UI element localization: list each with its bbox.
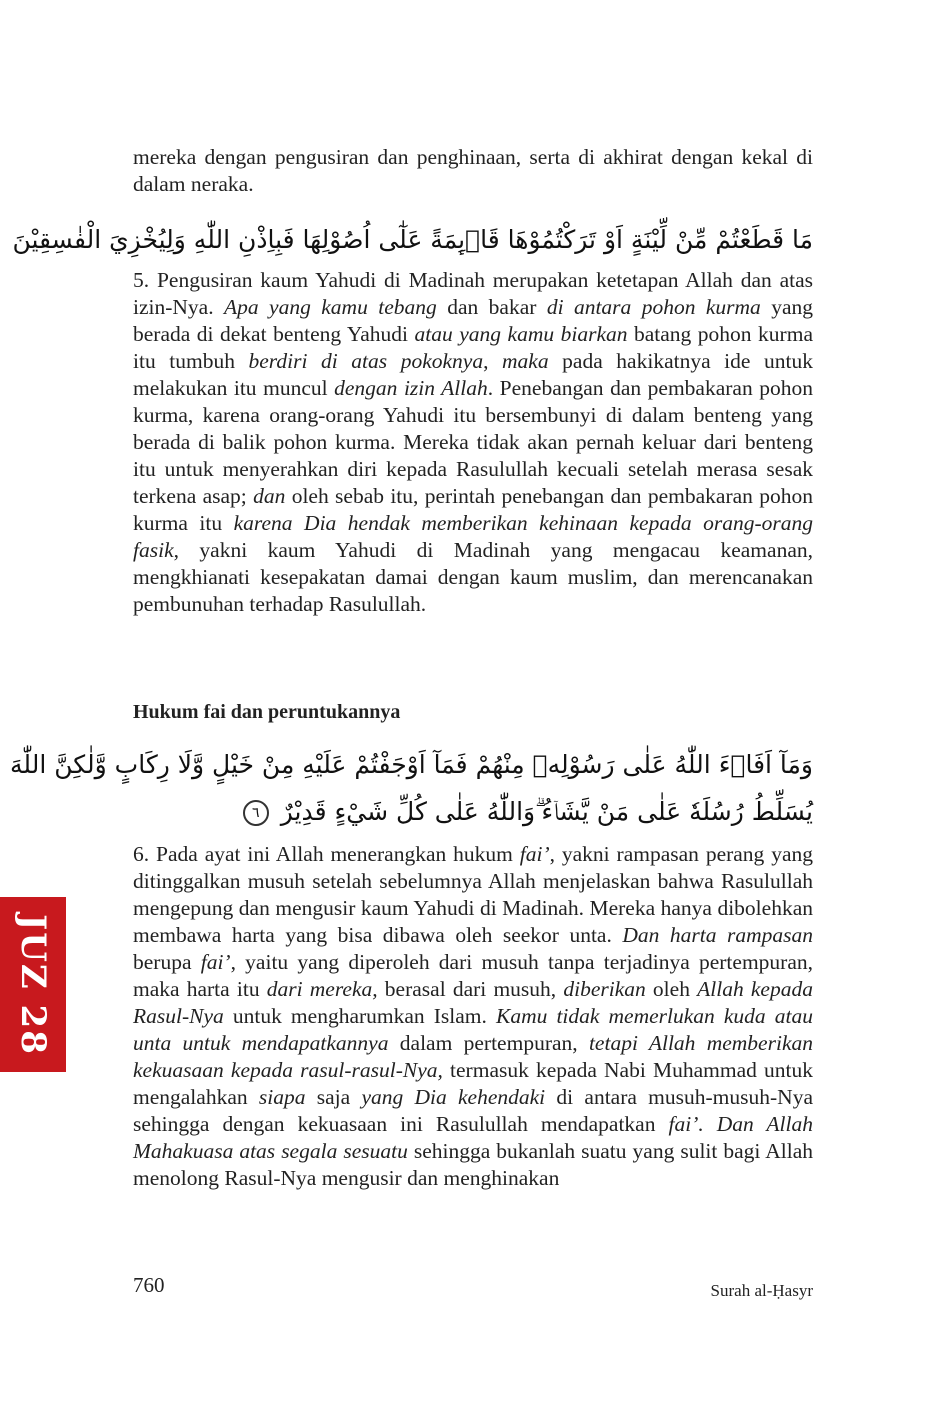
commentary-5 bbox=[133, 267, 813, 618]
text-run-0: 6. Pada ayat ini Allah menerangkan hukum bbox=[133, 842, 520, 866]
italic-run-21: fai’. Dan Allah Mahakuasa atas segala sesuatu bbox=[133, 1112, 814, 1163]
text-run-2: , yakni rampasan perang yang ditinggalkan musuh setelah sebelumnya Allah menjelaskan bahwa Rasulullah mengepung dan mengusir kaum Yahudi di Madinah. Mereka hanya dibolehkan membawa harta yang bisa dibawa oleh seekor unta. bbox=[133, 842, 813, 947]
ayah-6-line-1-text: وَمَآ اَفَاۤءَ اللّٰهُ عَلٰى رَسُوْلِهٖ مِنْهُمْ فَمَآ اَوْجَفْتُمْ عَلَيْهِ مِنْ خَيْلٍ وَّلَا رِكَابٍ وَّلٰكِنَّ اللّٰهَ bbox=[10, 750, 813, 779]
italic-run-17: siapa bbox=[258, 1085, 306, 1109]
ayah-5-text: مَا قَطَعْتُمْ مِّنْ لِّيْنَةٍ اَوْ تَرَكْتُمُوْهَا قَاۤىِٕمَةً عَلٰٓى اُصُوْلِهَا فَبِاِذْنِ اللّٰهِ وَلِيُخْزِيَ الْفٰسِقِيْنَ bbox=[12, 225, 813, 254]
page-number: 760 bbox=[133, 1273, 165, 1297]
italic-run-13: Kamu tidak memerlukan kuda atau unta untuk mendapatkannya bbox=[133, 1004, 813, 1055]
italic-run-19: yang Dia kehendaki bbox=[361, 1085, 546, 1109]
italic-run-1: fai’ bbox=[519, 842, 550, 866]
intro-paragraph: mereka dengan pengusiran dan penghinaan, serta di akhirat dengan kekal di dalam neraka. bbox=[133, 145, 813, 196]
text-run-4: yang berada di dekat benteng Yahudi bbox=[133, 295, 814, 346]
text-run-20: di antara musuh-musuh-Nya sehingga dengan kekuasaan ini Rasulullah mendapatkan bbox=[133, 1085, 813, 1136]
italic-run-3: Dan harta rampasan bbox=[622, 923, 813, 947]
text-run-18: saja bbox=[305, 1085, 362, 1109]
text-run-16: , yakni kaum Yahudi di Madinah yang mengacau keamanan, mengkhianati kesepakatan damai dengan kaum muslim, dan merencanakan pembunuhan terhadap Rasulullah. bbox=[133, 538, 813, 616]
juz-side-tab bbox=[0, 897, 66, 1072]
commentary-6 bbox=[133, 841, 813, 1192]
italic-run-1: Apa yang kamu tebang bbox=[224, 295, 437, 319]
italic-run-3: di antara pohon kurma bbox=[546, 295, 761, 319]
text-run-10: pada hakikatnya ide untuk melakukan itu muncul bbox=[133, 349, 813, 400]
text-run-22: sehingga bukanlah suatu yang sulit bagi Allah menolong Rasul-Nya mengusir dan menghinakan bbox=[133, 1139, 813, 1190]
text-run-6: , yaitu yang diperoleh dari musuh tanpa terjadinya pertempuran, maka harta itu bbox=[133, 950, 813, 1001]
ayah-6-line-2-text: يُسَلِّطُ رُسُلَهٗ عَلٰى مَنْ يَّشَاۤءُ ۗوَاللّٰهُ عَلٰى كُلِّ شَيْءٍ قَدِيْرٌ bbox=[280, 797, 813, 826]
italic-run-5: fai’ bbox=[200, 950, 231, 974]
ayah-6-line-2 bbox=[133, 792, 813, 832]
italic-run-9: diberikan bbox=[563, 977, 646, 1001]
italic-run-11: dengan izin Allah bbox=[334, 376, 488, 400]
text-run-10: oleh bbox=[645, 977, 698, 1001]
text-run-4: berupa bbox=[133, 950, 201, 974]
italic-run-13: dan bbox=[253, 484, 286, 508]
text-run-0: 5. Pengusiran kaum Yahudi di Madinah merupakan ketetapan Allah dan atas izin-Nya. bbox=[133, 268, 813, 319]
italic-run-15: tetapi Allah memberikan kekuasaan kepada rasul-rasul-Nya, bbox=[133, 1031, 813, 1082]
text-run-12: . Penebangan dan pembakaran pohon kurma, karena orang-orang Yahudi itu bersembunyi di dalam benteng yang berada di balik pohon kurma. Mereka tidak akan pernah keluar dari benteng itu untuk menyerahkan diri kepada Rasulullah kecuali setelah merasa sesak terkena asap; bbox=[133, 376, 813, 508]
text-run-8: , bbox=[483, 349, 503, 373]
ayah-5-arabic bbox=[12, 220, 813, 260]
italic-run-11: Allah kepada Rasul-Nya bbox=[133, 977, 813, 1028]
ayah-6-number-mark: ٦ bbox=[243, 800, 269, 826]
text-run-16: termasuk kepada Nabi Muhammad untuk mengalahkan bbox=[133, 1058, 814, 1109]
juz-label: JUZ 28 bbox=[13, 913, 53, 1056]
running-title: Surah al-Ḥasyr bbox=[710, 1281, 813, 1300]
text-run-12: untuk mengharumkan Islam. bbox=[223, 1004, 496, 1028]
italic-run-7: dari mereka, bbox=[266, 977, 378, 1001]
section-heading: Hukum fai dan peruntukannya bbox=[133, 701, 401, 723]
ayah-6-line-1 bbox=[10, 745, 813, 785]
text-run-14: oleh sebab itu, perintah penebangan dan pembakaran pohon kurma itu bbox=[133, 484, 814, 535]
italic-run-9: maka bbox=[502, 349, 549, 373]
italic-run-7: berdiri di atas pokoknya bbox=[248, 349, 484, 373]
italic-run-5: atau yang kamu biarkan bbox=[414, 322, 628, 346]
italic-run-15: karena Dia hendak memberikan kehinaan kepada orang-orang fasik bbox=[133, 511, 813, 562]
text-run-8: berasal dari musuh, bbox=[377, 977, 564, 1001]
text-run-14: dalam pertempuran, bbox=[388, 1031, 589, 1055]
text-run-6: batang pohon kurma itu tumbuh bbox=[133, 322, 813, 373]
text-run-2: dan bakar bbox=[436, 295, 547, 319]
